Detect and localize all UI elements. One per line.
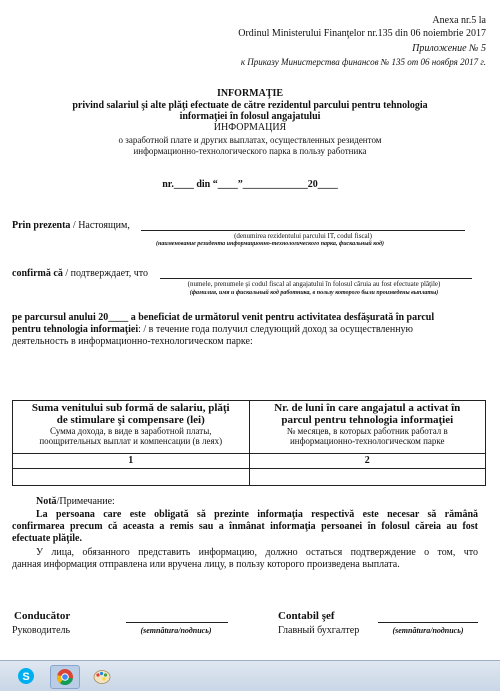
note-label-ru: /Примечание: — [56, 496, 115, 507]
company-caption-ru: (наименование резидента информационно-технологического парка, фискальный код) — [156, 241, 384, 247]
employee-name-field[interactable] — [160, 278, 472, 279]
col1-ru-1: Сумма дохода, в виде в заработной платы, — [49, 426, 212, 436]
note-ru-2: данная информация отправлена или вручена лицу, в пользу которого произведена выплата. — [12, 559, 400, 570]
annex-ru: Приложение № 5 — [412, 43, 486, 54]
accountant-label-ru: Главный бухгалтер — [278, 625, 360, 636]
subtitle-ru-1: о заработной плате и других выплатах, осуществленных резидентом — [118, 135, 382, 145]
col2-ro-1: Nr. de luni în care angajatul a activat în — [274, 402, 461, 414]
income-amount-cell[interactable] — [13, 469, 250, 486]
annex-ro: Anexa nr.5 la — [432, 15, 486, 26]
income-table — [12, 400, 486, 486]
company-caption-ro: (denumirea rezidentului parcului IT, codul fiscal) — [234, 232, 372, 240]
chrome-icon[interactable] — [50, 665, 80, 689]
employee-caption-ru: (фамилия, имя и фискальный код работника, в пользу которого были произведены выплаты) — [189, 290, 439, 296]
note-label — [36, 496, 115, 507]
document-number: nr.____ din “____”_____________20____ — [162, 179, 338, 190]
col2-ru-1: № месяцев, в которых работник работал в — [286, 426, 448, 436]
taskbar — [0, 660, 500, 691]
col2-ro-2: parcul pentru tehnologia informaţiei — [281, 414, 454, 426]
col2-ru-2: информационно-технологическом парке — [289, 436, 445, 446]
note-ru-1: У лица, обязанного представить информацию, должно остаться подтверждение о том, что — [36, 547, 478, 558]
table-header-col2 — [249, 401, 486, 454]
period-text-2 — [12, 324, 413, 335]
prin-label-ro: Prin prezenta — [12, 220, 71, 231]
table-row — [13, 469, 486, 486]
period-text-ro-1: pe parcursul anului 20____ a beneficiat de următorul venit pentru activitatea desfăşurată în parcul — [12, 312, 435, 323]
table-col-number-1: 1 — [13, 454, 250, 469]
col1-ro-2: de stimulare şi compensare (lei) — [56, 414, 205, 426]
order-ru: к Приказу Министерства финансов № 135 от 06 ноября 2017 г. — [240, 57, 486, 67]
col1-ro-1: Suma venitului sub formă de salariu, plăţi — [31, 402, 230, 414]
subtitle-ro-2: informaţiei în folosul angajatului — [179, 111, 321, 122]
months-count-cell[interactable] — [249, 469, 486, 486]
confirma-label-ru: / подтверждает, что — [62, 268, 148, 279]
confirma-label — [12, 268, 148, 279]
period-text-ro-2: pentru tehnologia informaţiei — [12, 324, 139, 335]
note-ro-1: La persoana care este obligată să prezinte informaţia respectivă este necesar să rămână — [36, 509, 478, 520]
paint-icon[interactable] — [88, 665, 116, 687]
head-label-ro: Conducător — [14, 610, 71, 622]
svg-text:S: S — [22, 671, 30, 683]
head-signature-caption: (semnătura/подпись) — [140, 626, 212, 635]
table-header-col1 — [13, 401, 250, 454]
skype-icon[interactable] — [12, 665, 40, 687]
note-ro-2: confirmarea precum că aceasta a remis sau a înmânat informaţia persoanei în folosul căreia au fost — [12, 521, 478, 532]
head-label-ru: Руководитель — [12, 625, 71, 636]
order-ro: Ordinul Ministerului Finanţelor nr.135 din 06 noiembrie 2017 — [238, 28, 486, 39]
employee-caption-ro: (numele, prenumele şi codul fiscal al angajatului în folosul căruia au fost efectuate plăţile) — [187, 280, 441, 288]
table-col-number-2: 2 — [249, 454, 486, 469]
note-label-ro: Notă — [36, 496, 57, 507]
table-number-row — [13, 454, 486, 469]
subtitle-ro-1: privind salariul şi alte plăţi efectuate de către rezidentul parcului pentru tehnologia — [72, 100, 428, 111]
prin-label-ru: / Настоящим, — [70, 220, 130, 231]
period-text-ru-3: деятельность в информационно-технологическом парке: — [12, 336, 253, 347]
accountant-label-ro: Contabil şef — [278, 610, 335, 622]
company-name-field[interactable] — [141, 230, 465, 231]
table-header-row — [13, 401, 486, 454]
prin-prezenta-label — [12, 220, 130, 231]
title-ru: ИНФОРМАЦИЯ — [213, 122, 287, 133]
note-ro-3: efectuate plăţile. — [12, 533, 82, 544]
confirma-label-ro: confirmă că — [12, 268, 63, 279]
title-ro: INFORMAŢIE — [216, 88, 284, 99]
accountant-signature-field[interactable] — [378, 622, 478, 623]
head-signature-field[interactable] — [126, 622, 228, 623]
period-text-ru-2: : / в течение года получил следующий доход за осуществленную — [138, 324, 414, 335]
col1-ru-2: поощрительных выплат и компенсации (в леях) — [39, 436, 223, 446]
subtitle-ru-2: информационно-технологического парка в пользу работника — [133, 146, 367, 156]
accountant-signature-caption: (semnătura/подпись) — [392, 626, 464, 635]
